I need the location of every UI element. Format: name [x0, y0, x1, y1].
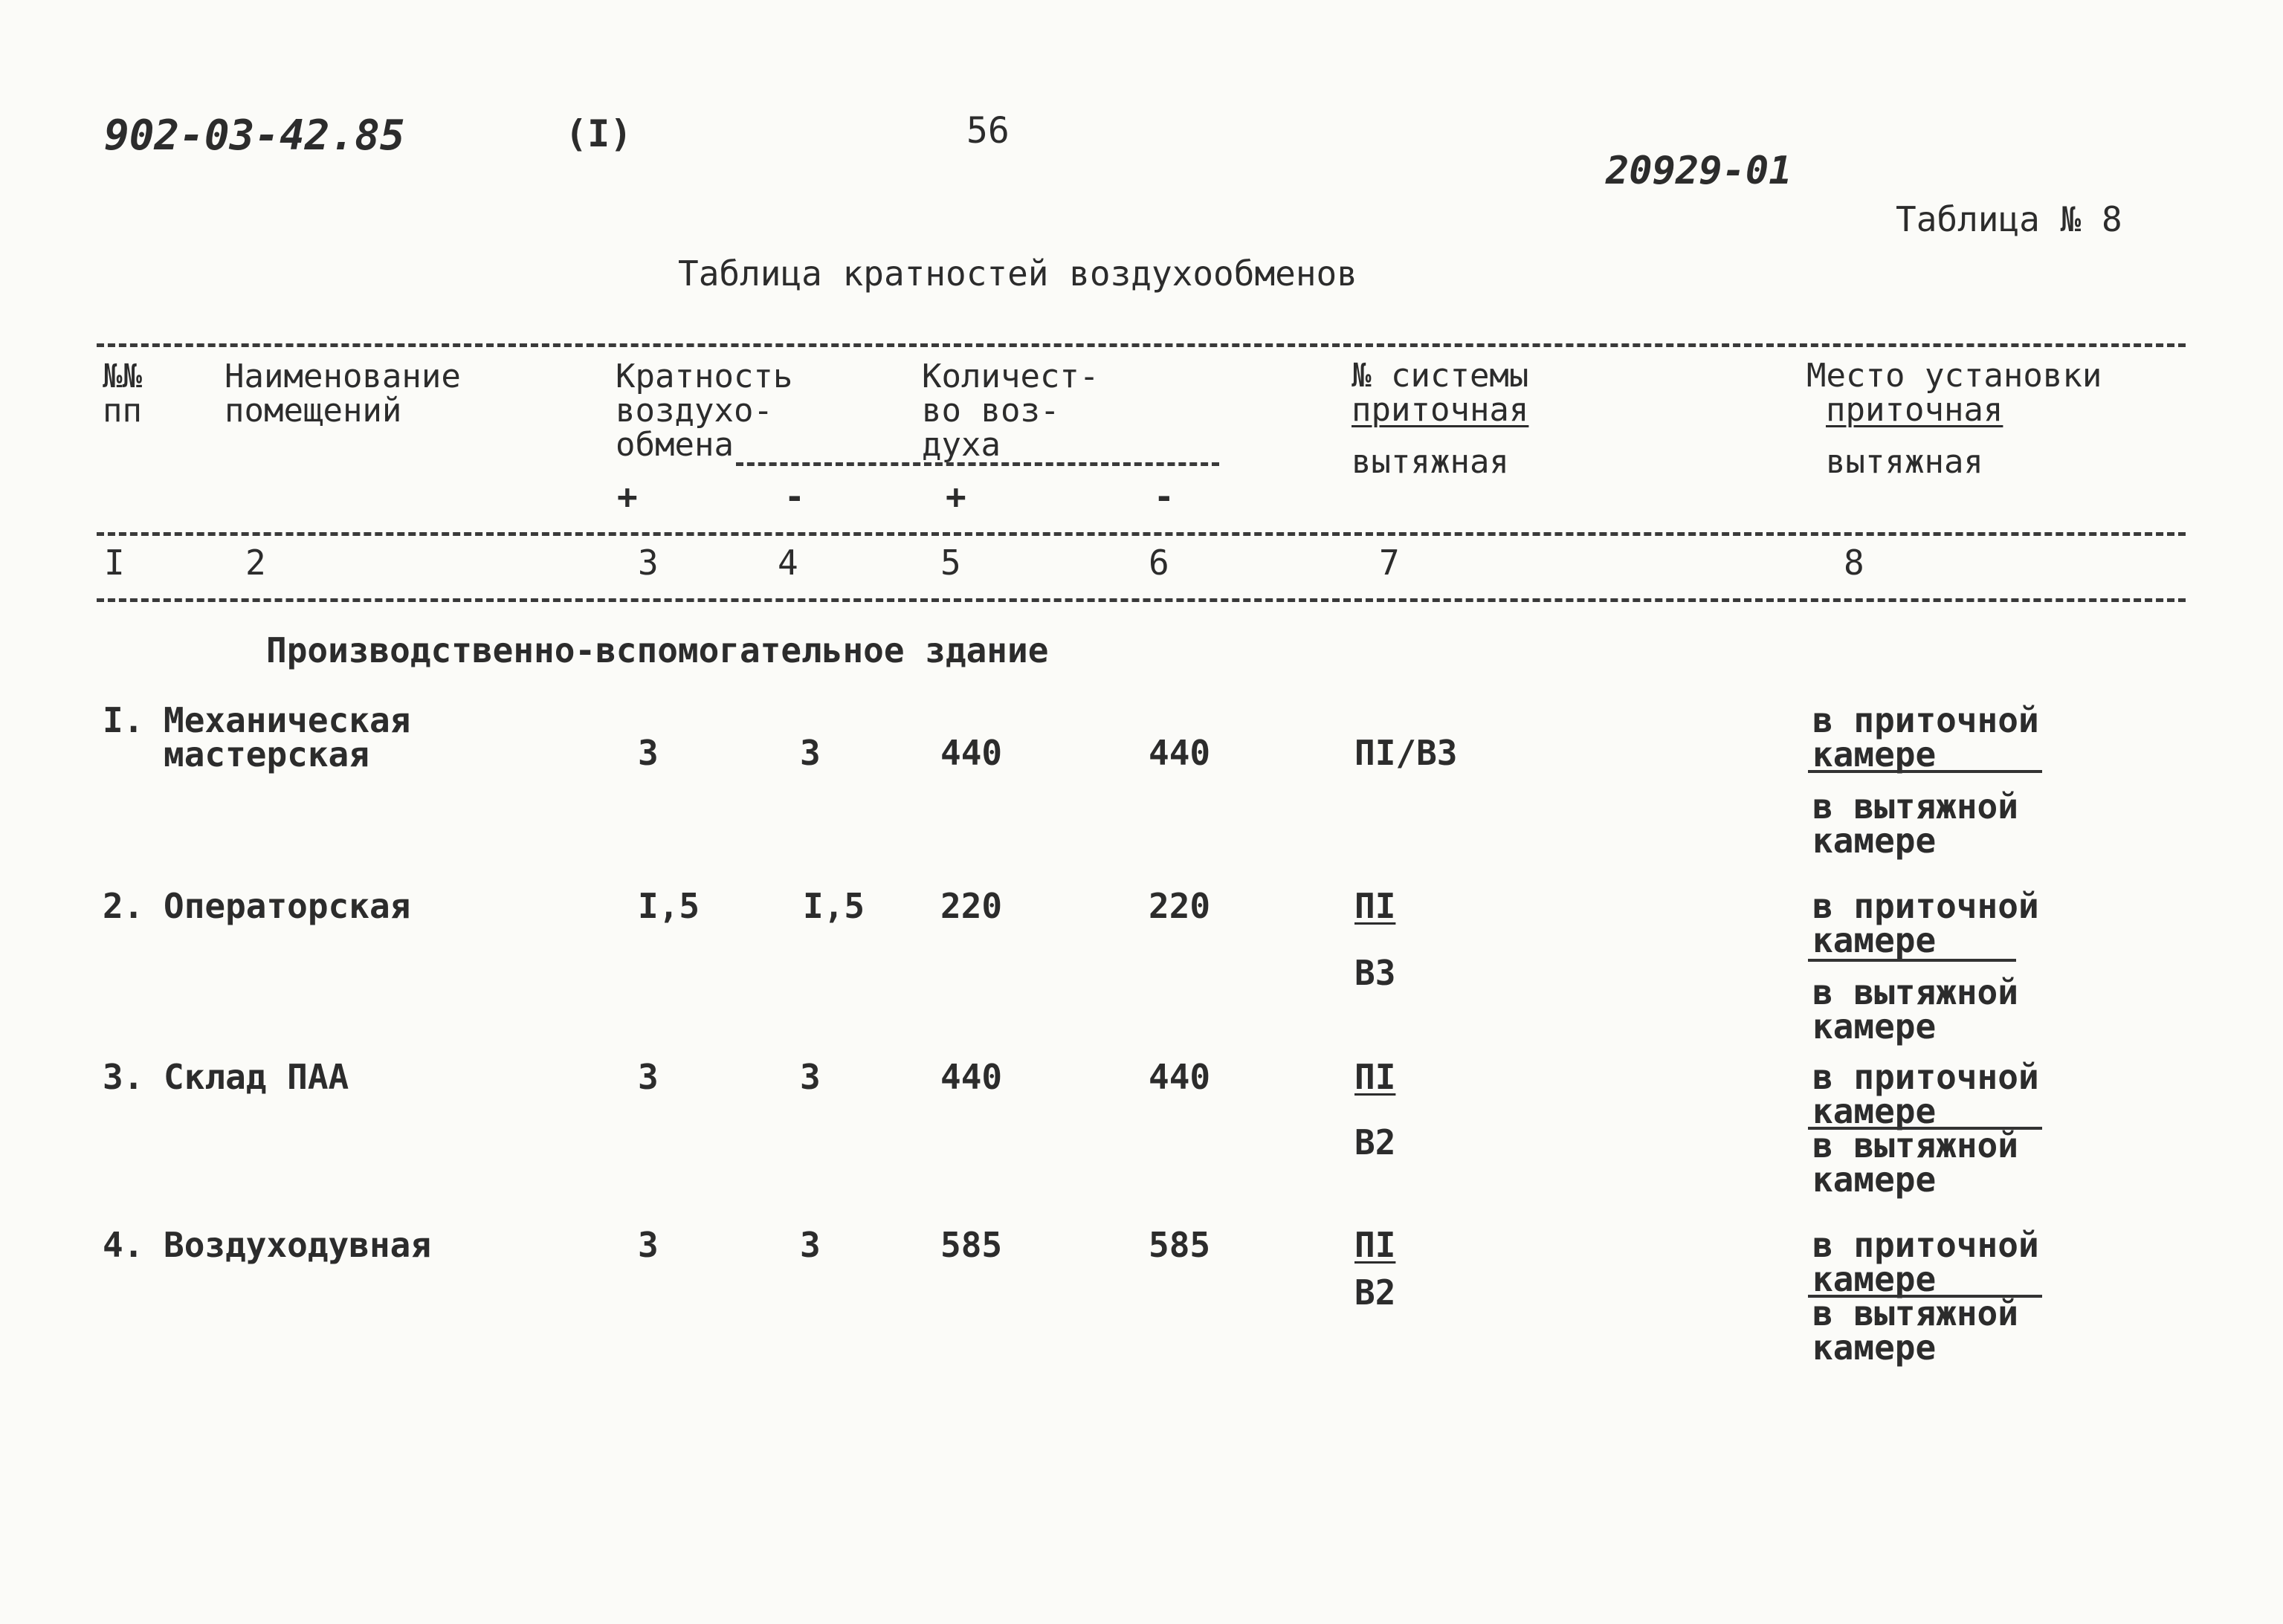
- location: в приточной камере: [1812, 886, 2039, 960]
- rule-top: [97, 343, 2186, 347]
- system-supply: ПI: [1354, 1057, 1396, 1097]
- system-exhaust: В3: [1354, 953, 1396, 993]
- header-plus-5: +: [946, 476, 966, 517]
- col-number-7: 7: [1379, 543, 1400, 583]
- col-number-5: 5: [940, 543, 961, 583]
- col-number-3: 3: [638, 543, 659, 583]
- room-name: Операторская: [164, 886, 411, 926]
- row-number: I.: [103, 700, 144, 740]
- table-number: Таблица № 8: [1896, 199, 2122, 239]
- exchange-rate-supply: 3: [638, 1225, 659, 1265]
- header-col-7-supply: приточная: [1352, 391, 1529, 429]
- exchange-rate-exhaust: 3: [800, 1057, 821, 1097]
- room-name: Механическая мастерская: [164, 700, 411, 774]
- air-volume-exhaust: 440: [1149, 733, 1211, 773]
- header-plus-3: +: [617, 476, 638, 517]
- header-minus-6: -: [1154, 476, 1175, 517]
- header-col-8-supply: приточная: [1826, 391, 2003, 429]
- header-minus-4: -: [784, 476, 805, 517]
- col-number-6: 6: [1149, 543, 1169, 583]
- air-volume-exhaust: 585: [1149, 1225, 1211, 1265]
- system-exhaust: В2: [1354, 1122, 1396, 1162]
- air-volume-supply: 585: [940, 1225, 1003, 1265]
- col-number-2: 2: [245, 543, 266, 583]
- air-volume-supply: 440: [940, 733, 1003, 773]
- inventory-number: 20929-01: [1606, 149, 1792, 193]
- location: в приточной камере: [1812, 1225, 2039, 1299]
- system-supply: ПI: [1354, 886, 1396, 926]
- row-number: 3.: [103, 1057, 144, 1097]
- exchange-rate-exhaust: 3: [800, 1225, 821, 1265]
- header-col-8-title: Место установки: [1806, 357, 2102, 395]
- room-name: Воздуходувная: [164, 1225, 432, 1265]
- document-part: (I): [565, 112, 633, 155]
- header-col-7-exhaust: вытяжная: [1352, 443, 1509, 481]
- system-exhaust: В2: [1354, 1272, 1396, 1313]
- header-col-8-exhaust: вытяжная: [1826, 443, 1983, 481]
- system-supply: ПI: [1354, 1225, 1396, 1265]
- exchange-rate-exhaust: 3: [800, 733, 821, 773]
- air-volume-supply: 220: [940, 886, 1003, 926]
- location-exhaust: в вытяжной камере: [1812, 972, 2018, 1046]
- header-col-3-4: Кратность воздухо- обмена: [616, 358, 793, 464]
- row-number: 2.: [103, 886, 144, 926]
- col-number-4: 4: [778, 543, 798, 583]
- document-code: 902-03-42.85: [104, 111, 405, 160]
- exchange-rate-exhaust: I,5: [803, 886, 865, 926]
- location-exhaust: в вытяжной камере: [1812, 786, 2018, 861]
- location-divider: [1808, 770, 2042, 773]
- page-number: 56: [966, 110, 1010, 152]
- rule-numbers-bottom: [97, 598, 2186, 602]
- exchange-rate-supply: 3: [638, 733, 659, 773]
- location-exhaust: в вытяжной камере: [1812, 1293, 2018, 1368]
- location-exhaust: в вытяжной камере: [1812, 1125, 2018, 1200]
- location-divider: [1808, 959, 2016, 962]
- row-number: 4.: [103, 1225, 144, 1265]
- header-col-2: Наименование помещений: [225, 358, 461, 430]
- room-name: Склад ПАА: [164, 1057, 349, 1097]
- location: в приточной камере: [1812, 700, 2039, 774]
- system-supply: ПI/В3: [1354, 733, 1458, 773]
- exchange-rate-supply: 3: [638, 1057, 659, 1097]
- col-number-8: 8: [1844, 543, 1864, 583]
- section-heading: Производственно-вспомогательное здание: [266, 630, 1049, 670]
- air-volume-supply: 440: [940, 1057, 1003, 1097]
- air-volume-exhaust: 440: [1149, 1057, 1211, 1097]
- col-number-1: I: [104, 543, 125, 583]
- header-col-7-title: № системы: [1352, 357, 1529, 395]
- table-title: Таблица кратностей воздухообменов: [678, 253, 1357, 294]
- exchange-rate-supply: I,5: [638, 886, 700, 926]
- header-col-5-6: Количест- во воз- духа: [922, 358, 1099, 464]
- header-col-1: №№ пп: [103, 358, 142, 430]
- location: в приточной камере: [1812, 1057, 2039, 1131]
- rule-header-bottom: [97, 532, 2186, 536]
- air-volume-exhaust: 220: [1149, 886, 1211, 926]
